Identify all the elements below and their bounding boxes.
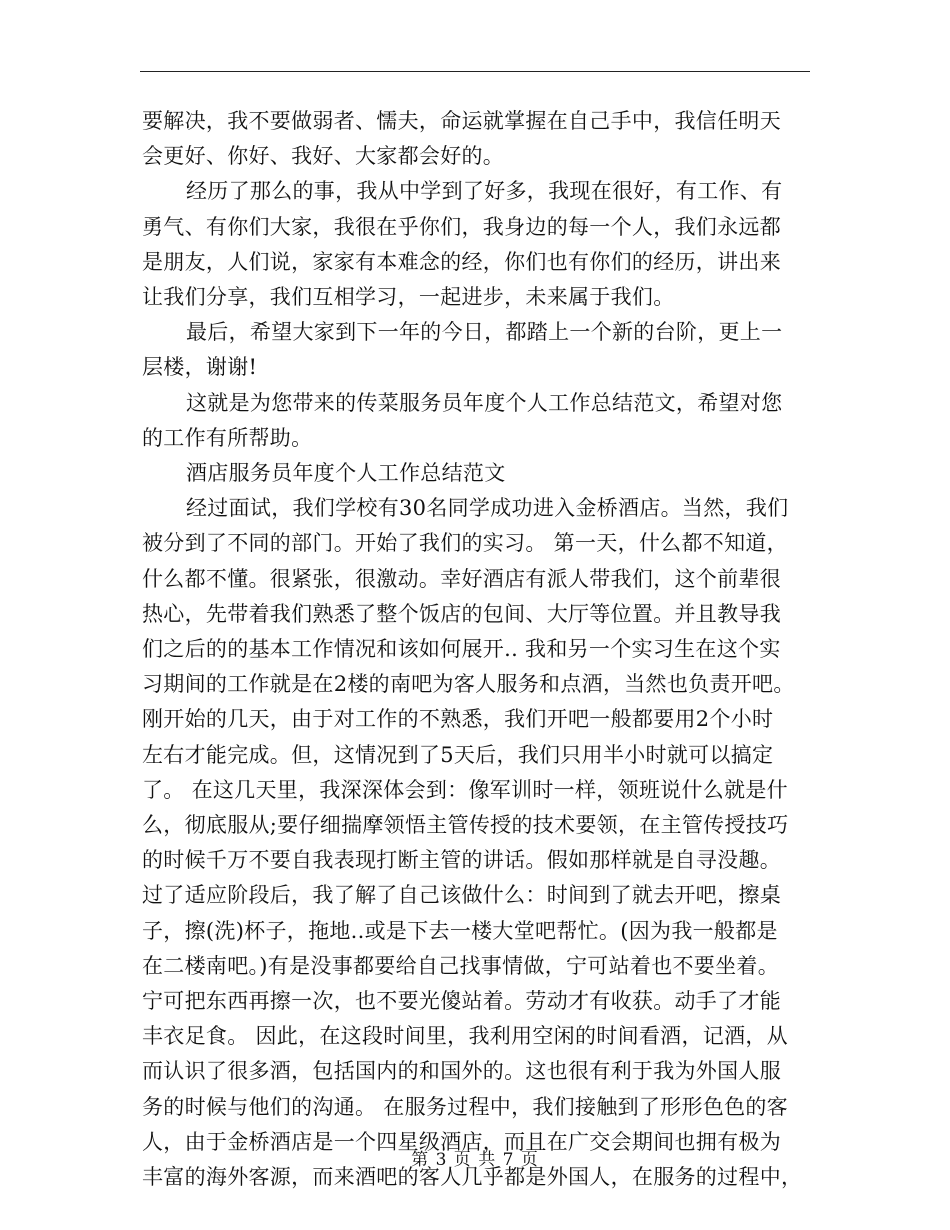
paragraph-line: 会更好、你好、我好、大家都会好的。: [142, 144, 505, 169]
paragraph-line: 的时候千万不要自我表现打断主管的讲话。假如那样就是自寻没趣。: [142, 848, 781, 873]
paragraph-line: 在二楼南吧。)有是没事都要给自己找事情做，宁可站着也不要坐着。: [142, 953, 779, 978]
paragraph-line: 是朋友，人们说，家家有本难念的经，你们也有你们的经历，讲出来: [142, 249, 781, 274]
paragraph-line: 经过面试，我们学校有30名同学成功进入金桥酒店。当然，我们: [186, 496, 789, 521]
paragraph-line: 么，彻底服从;要仔细揣摩领悟主管传授的技术要领，在主管传授技巧: [142, 813, 789, 838]
paragraph-line: 要解决，我不要做弱者、懦夫，命运就掌握在自己手中，我信任明天: [142, 109, 781, 133]
paragraph-line: 什么都不懂。很紧张，很激动。幸好酒店有派人带我们，这个前辈很: [142, 566, 781, 591]
paragraph-line: 经历了那么的事，我从中学到了好多，我现在很好，有工作、有: [186, 179, 783, 204]
paragraph-line: 务的时候与他们的沟通。 在服务过程中，我们接触到了形形色色的客: [142, 1094, 788, 1119]
paragraph-line: 刚开始的几天，由于对工作的不熟悉，我们开吧一般都要用2个小时: [142, 707, 774, 732]
paragraph-line: 勇气、有你们大家，我很在乎你们，我身边的每一个人，我们永远都: [142, 214, 781, 239]
paragraph-line: 习期间的工作就是在2楼的南吧为客人服务和点酒，当然也负责开吧。: [142, 672, 795, 697]
paragraph-line: 的工作有所帮助。: [142, 425, 313, 450]
paragraph-line: 了。 在这几天里，我深深体会到：像军训时一样，领班说什么就是什: [142, 777, 788, 802]
paragraph-line: 丰衣足食。 因此，在这段时间里，我利用空闲的时间看酒，记酒，从: [142, 1024, 788, 1049]
paragraph-line: 层楼，谢谢!: [142, 355, 258, 380]
paragraph-line: 而认识了很多酒，包括国内的和国外的。这也很有利于我为外国人服: [142, 1059, 781, 1084]
paragraph-line: 宁可把东西再擦一次，也不要光傻站着。劳动才有收获。动手了才能: [142, 989, 781, 1014]
paragraph-line: 过了适应阶段后，我了解了自己该做什么：时间到了就去开吧，擦桌: [142, 883, 781, 908]
paragraph-line: 丰富的海外客源，而来酒吧的客人几乎都是外国人，在服务的过程中，: [142, 1165, 803, 1190]
paragraph-line: 子，擦(洗)杯子，拖地..或是下去一楼大堂吧帮忙。(因为我一般都是: [142, 918, 778, 943]
paragraph-line: 让我们分享，我们互相学习，一起进步，未来属于我们。: [142, 285, 675, 310]
paragraph-line: 左右才能完成。但，这情况到了5天后，我们只用半小时就可以搞定: [142, 742, 774, 767]
page-footer: 第 3 页 共 7 页: [411, 1150, 539, 1170]
paragraph-line: 人，由于金桥酒店是一个四星级酒店，而且在广交会期间也拥有极为: [142, 1129, 781, 1154]
header-rule: [140, 71, 810, 72]
paragraph-line: 热心，先带着我们熟悉了整个饭店的包间、大厅等位置。并且教导我: [142, 601, 781, 626]
paragraph-line: 这就是为您带来的传菜服务员年度个人工作总结范文，希望对您: [186, 390, 783, 415]
paragraph-line: 酒店服务员年度个人工作总结范文: [186, 461, 506, 486]
paragraph-line: 被分到了不同的部门。开始了我们的实习。 第一天，什么都不知道，: [142, 531, 788, 556]
paragraph-line: 最后，希望大家到下一年的今日，都踏上一个新的台阶，更上一: [186, 320, 783, 345]
body-text: [142, 104, 806, 1195]
paragraph-line: 们之后的的基本工作情况和该如何展开.. 我和另一个实习生在这个实: [142, 637, 781, 662]
